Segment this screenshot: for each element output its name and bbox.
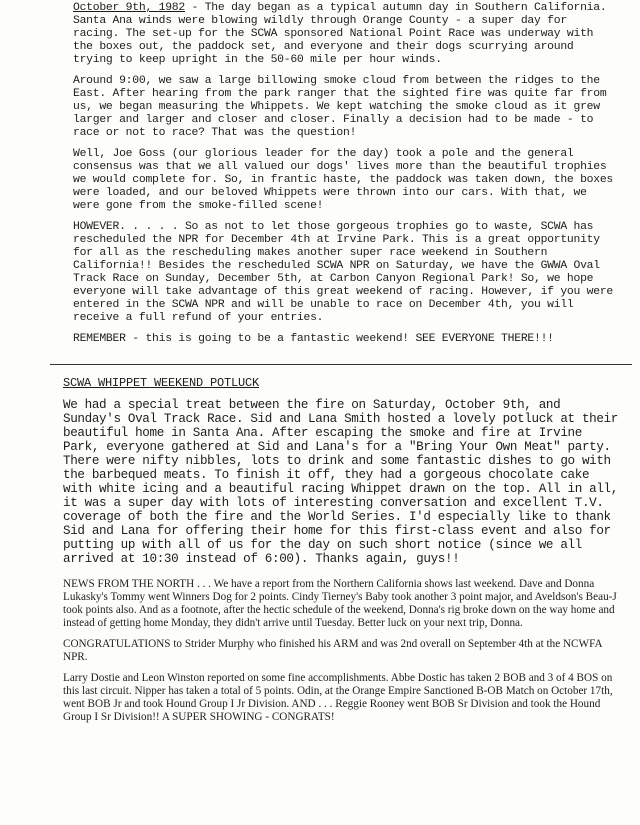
fire-report-section <box>73 2 618 346</box>
dateline: October 9th, 1982 <box>73 2 185 14</box>
paragraph-opening-text: - The day began as a typical autumn day in Southern California. Santa Ana winds were blowing wildly through Orange County - a super day for racing. The set-up for the SCWA sponsored National Point Race was underway with the boxes out, the paddock set, and everyone and their dogs scurrying around trying to keep upright in the 50-60 mile per hour winds. <box>73 2 607 66</box>
potluck-section <box>63 354 618 566</box>
potluck-heading: SCWA WHIPPET WEEKEND POTLUCK <box>63 376 260 390</box>
section-divider <box>50 364 632 365</box>
paragraph-rescheduled: HOWEVER. . . . . So as not to let those gorgeous trophies go to waste, SCWA has rescheduled the NPR for December 4th at Irvine Park. This is a great opportunity for all as the rescheduling makes another super race weekend in Southern California!! Besides the rescheduled SCWA NPR on Saturday, we have the GWWA Oval Track Race on Sunday, December 5th, at Carbon Canyon Regional Park! So, we hope everyone will take advantage of this great weekend of racing. However, if you were entered in the SCWA NPR and will be unable to race on December 4th, you will receive a full refund of your entries. <box>73 221 614 324</box>
news-section <box>63 578 618 724</box>
paragraph-smoke-cloud: Around 9:00, we saw a large billowing smoke cloud from between the ridges to the East. After hearing from the park ranger that the sighted fire was quite far from us, we began measuring the Whippets. We kept watching the smoke cloud as it grew larger and larger and closer and closer. Finally a decision had to be made - to race or not to race? That was the question! <box>73 75 607 139</box>
paragraph-opening <box>73 2 618 67</box>
potluck-paragraph: We had a special treat between the fire on Saturday, October 9th, and Sunday's Oval Track Race. Sid and Lana Smith hosted a lovely potluck at their beautiful home in Santa Ana. After escaping the smoke and fire at Irvine Park, everyone gathered at Sid and Lana's for a "Bring Your Own Meat" party. There were nifty nibbles, lots to drink and some fantastic dishes to go with the barbequed meats. To finish it off, they had a gorgeous chocolate cake with white icing and a beautiful racing Whippet drawn on the top. All in all, it was a super day with lots of interesting conversation and excellent T.V. coverage of both the fire and the World Series. I'd especially like to thank Sid and Lana for offering their home for this first-class event and also for putting up with all of us for the day on such short notice (since we all arrived at 10:30 instead of 6:00). Thanks again, guys!! <box>63 398 618 566</box>
paragraph-joe-goss: Well, Joe Goss (our glorious leader for the day) took a pole and the general consensus was that we all valued our dogs' lives more than the beautiful trophies we would complete for. So, in frantic haste, the paddock was taken down, the boxes were loaded, and our beloved Whippets were thrown into our cars. With that, we were gone from the smoke-filled scene! <box>73 148 614 212</box>
paragraph-dostie: Larry Dostie and Leon Winston reported on some fine accomplishments. Abbe Dostic has taken 2 BOB and 3 of 4 BOS on this last circuit. Nipper has taken a total of 5 points. Odin, at the Orange Empire Sanctioned B-OB Match on October 17th, went BOB Jr and took Hound Group I Jr Division. AND . . . Reggie Rooney went BOB Sr Division and took the Hound Group I Sr Division!! A SUPER SHOWING - CONGRATS! <box>63 672 613 723</box>
paragraph-news-north: NEWS FROM THE NORTH . . . We have a report from the Northern California shows last weekend. Dave and Donna Lukasky's Tommy went Winners Dog for 2 points. Cindy Tierney's Baby took another 3 point major, and Aveldson's Beau-J took points also. And as a footnote, after the hectic schedule of the weekend, Donna's rig broke down on the way home and instead of getting home Monday, they didn't arrive until Tuesday. Better luck on your next trip, Donna. <box>63 578 617 629</box>
paragraph-congratulations: CONGRATULATIONS to Strider Murphy who finished his ARM and was 2nd overall on September 4th at the NCWFA NPR. <box>63 638 602 663</box>
paragraph-remember: REMEMBER - this is going to be a fantastic weekend! SEE EVERYONE THERE!!! <box>73 333 554 345</box>
